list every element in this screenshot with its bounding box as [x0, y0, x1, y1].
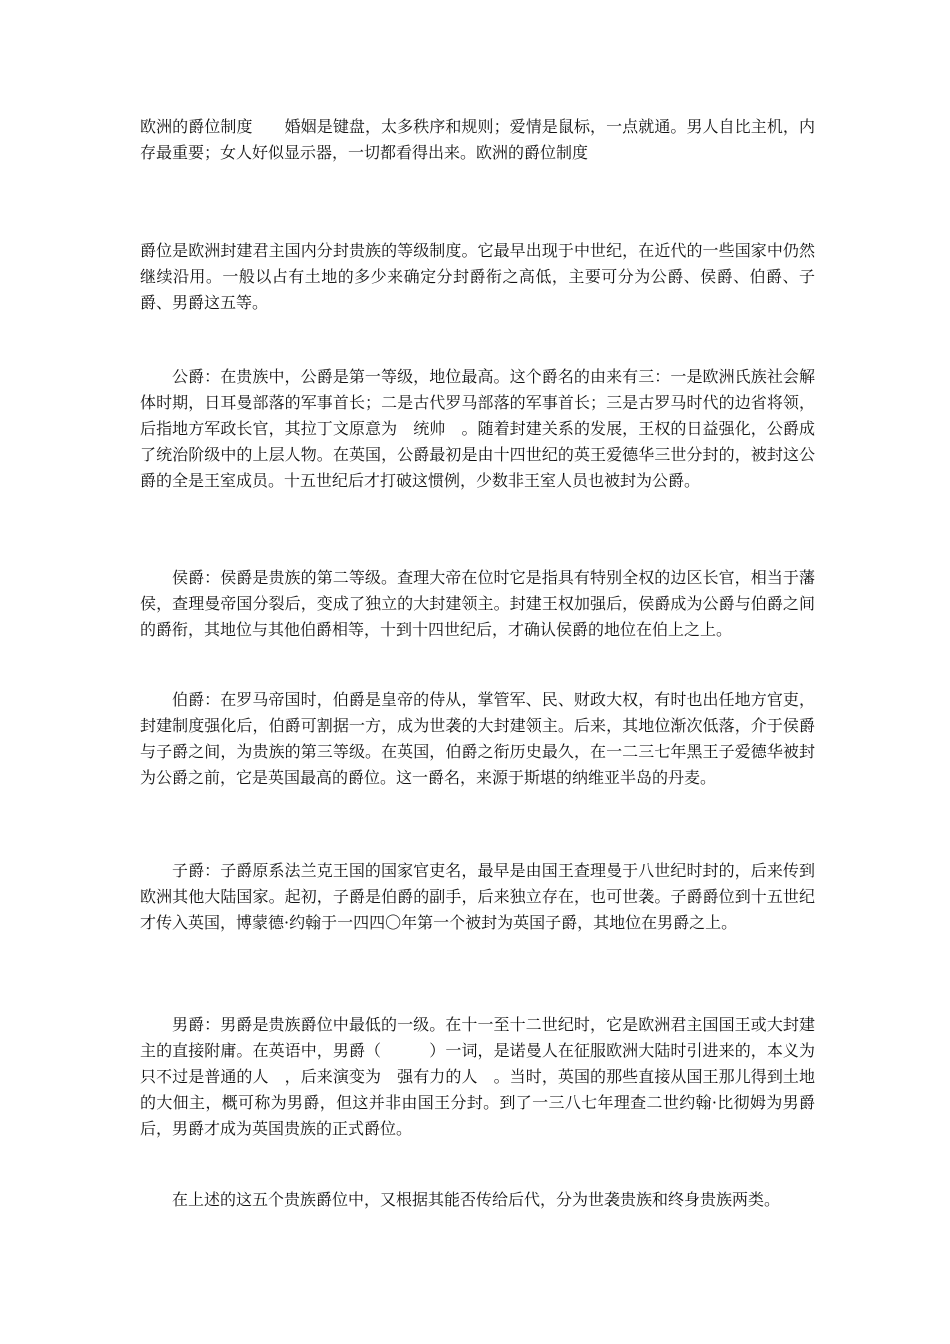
viscount-paragraph: 子爵：子爵原系法兰克王国的国家官吏名，最早是由国王查理曼于八世纪时封的，后来传到欧洲其他大陆国家。起初，子爵是伯爵的副手，后来独立存在，也可世袭。子爵爵位到十五世纪才传入英国，博蒙德·约翰于一四四〇年第一个被封为英国子爵，其地位在男爵之上。: [140, 861, 815, 932]
closing-paragraph: 在上述的这五个贵族爵位中，又根据其能否传给后代，分为世袭贵族和终身贵族两类。: [172, 1190, 781, 1209]
header-paragraph: [140, 114, 815, 166]
earl-paragraph: 伯爵：在罗马帝国时，伯爵是皇帝的侍从，掌管军、民、财政大权，有时也出任地方官吏，封建制度强化后，伯爵可割据一方，成为世袭的大封建领主。后来，其地位渐次低落，介于侯爵与子爵之间，为贵族的第三等级。在英国，伯爵之衔历史最久，在一二三七年黑王子爱德华被封为公爵之前，它是英国最高的爵位。这一爵名，来源于斯堪的纳维亚半岛的丹麦。: [140, 690, 815, 787]
baron-paragraph: 男爵：男爵是贵族爵位中最低的一级。在十一至十二世纪时，它是欧洲君主国国王或大封建主的直接附庸。在英语中，男爵（ ）一词，是诺曼人在征服欧洲大陆时引进来的，本义为 只不过是普通的人 ，后来演变为 强有力的人 。当时，英国的那些直接从国王那儿得到土地的大佃主，概可称为男爵，但这并非由国王分封。到了一三八七年理查二世约翰·比彻姆为男爵后，男爵才成为英国贵族的正式爵位。: [140, 1015, 832, 1138]
duke-paragraph: 公爵：在贵族中，公爵是第一等级，地位最高。这个爵名的由来有三：一是欧洲氏族社会解体时期，日耳曼部落的军事首长；二是古代罗马部落的军事首长；三是古罗马时代的边省将领，后指地方军政长官，其拉丁文原意为 统帅 。随着封建关系的发展，王权的日益强化，公爵成了统治阶级中的上层人物。在英国，公爵最初是由十四世纪的英王爱德华三世分封的，被封这公爵的全是王室成员。十五世纪后才打破这惯例，少数非王室人员也被封为公爵。: [140, 367, 815, 490]
intro-text: 婚姻是键盘，太多秩序和规则；爱情是鼠标，一点就通。男人自比主机，内存最重要；女人好似显示器，一切都看得出来。欧洲的爵位制度: [140, 117, 815, 162]
document-title: 欧洲的爵位制度: [140, 117, 253, 136]
marquis-paragraph: 侯爵：侯爵是贵族的第二等级。查理大帝在位时它是指具有特别全权的边区长官，相当于藩侯，查理曼帝国分裂后，变成了独立的大封建领主。封建王权加强后，侯爵成为公爵与伯爵之间的爵衔，其地位与其他伯爵相等，十到十四世纪后，才确认侯爵的地位在伯上之上。: [140, 568, 815, 639]
overview-paragraph: 爵位是欧洲封建君主国内分封贵族的等级制度。它最早出现于中世纪，在近代的一些国家中仍然继续沿用。一般以占有土地的多少来确定分封爵衔之高低，主要可分为公爵、侯爵、伯爵、子爵、男爵这五等。: [140, 241, 815, 312]
